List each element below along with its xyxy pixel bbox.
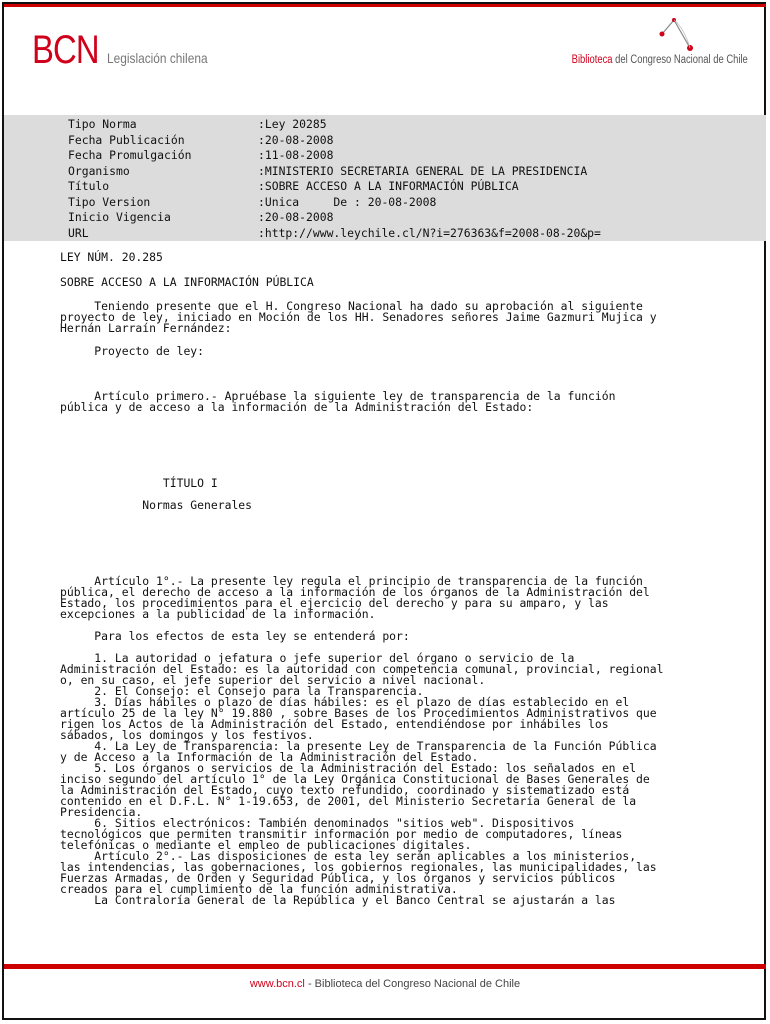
bottom-divider — [4, 964, 766, 969]
law-number: LEY NÚM. 20.285 — [60, 250, 163, 264]
efectos-line: Para los efectos de esta ley se entenderá por: — [60, 629, 410, 643]
definition-line: Administración del Estado: es la autoridad con competencia comunal, provincial, regional — [60, 662, 664, 676]
law-body — [60, 252, 740, 906]
page-footer — [0, 978, 770, 990]
articulo-1-line: Artículo 1°.- La presente ley regula el principio de transparencia de la función — [60, 574, 643, 588]
metadata-row: Inicio Vigencia :20-08-2008 — [68, 210, 334, 224]
metadata-row-url: URL :http://www.leychile.cl/N?i=276363&f=2008-08-20&p= — [68, 225, 601, 240]
metadata-row: Fecha Publicación :20-08-2008 — [68, 132, 334, 147]
definition-line: Presidencia. — [60, 805, 143, 819]
metadata-row: Tipo Norma :Ley 20285 — [68, 117, 327, 131]
top-divider — [4, 4, 766, 7]
definition-line: y de Acceso a la Información de la Administración del Estado. — [60, 750, 479, 764]
titulo-name: Normas Generales — [60, 498, 253, 512]
definition-line: La Contraloría General de la República y el Banco Central se ajustarán a las — [60, 893, 616, 907]
definition-line: 6. Sitios electrónicos: También denominados "sitios web". Dispositivos — [60, 816, 575, 830]
library-mark-icon — [654, 14, 700, 54]
definition-line: rigen los Actos de la Administración del Estado, entendiéndose por inhábiles los — [60, 717, 609, 731]
footer-text: - Biblioteca del Congreso Nacional de Chile — [304, 978, 521, 990]
definition-line: las intendencias, las gobernaciones, los gobiernos regionales, las municipalidades, las — [60, 860, 657, 874]
law-title: SOBRE ACCESO A LA INFORMACIÓN PÚBLICA — [60, 275, 314, 289]
definition-line: 5. Los órganos o servicios de la Administración del Estado: los señalados en el — [60, 761, 637, 775]
titulo-heading: TÍTULO I — [60, 476, 218, 490]
metadata-row: Tipo Version :Unica De : 20-08-2008 — [68, 194, 437, 209]
library-name: Biblioteca del Congreso Nacional de Chile — [571, 54, 748, 66]
bcn-logo-letters: BCN — [32, 28, 99, 72]
definition-line: 2. El Consejo: el Consejo para la Transparencia. — [60, 684, 424, 698]
definition-line: artículo 25 de la ley N° 19.880 , sobre Bases de los Procedimientos Administrativos que — [60, 706, 657, 720]
definition-line: Artículo 2°.- Las disposiciones de esta ley serán aplicables a los ministerios, — [60, 849, 637, 863]
definition-line: o, en su caso, el jefe superior del servicio a nivel nacional. — [60, 673, 486, 687]
bcn-logo[interactable] — [32, 20, 226, 70]
library-logo[interactable] — [548, 14, 748, 70]
definition-line: 4. La Ley de Transparencia: la presente Ley de Transparencia de la Función Pública — [60, 739, 657, 753]
proyecto-line: Proyecto de ley: — [60, 344, 205, 358]
metadata-row: Título :SOBRE ACCESO A LA INFORMACIÓN PÚBLICA — [68, 179, 519, 193]
articulo-primero-line: Artículo primero.- Apruébase la siguiente ley de transparencia de la función — [60, 389, 616, 403]
definition-line: creados para el cumplimiento de la función administrativa. — [60, 882, 458, 896]
articulo-1-line: pública, el derecho de acceso a la información de los órganos de la Administración del — [60, 585, 650, 599]
definition-line: 1. La autoridad o jefatura o jefe superior del órgano o servicio de la — [60, 651, 575, 665]
articulo-1-line: Estado, los procedimientos para el ejercicio del derecho y para su amparo, y las — [60, 596, 609, 610]
definition-line: Fuerzas Armadas, de Orden y Seguridad Pública, y los órganos y servicios públicos — [60, 871, 616, 885]
definition-line: telefónicas o mediante el empleo de publicaciones digitales. — [60, 838, 472, 852]
metadata-table — [68, 117, 601, 241]
articulo-1-line: excepciones a la publicidad de la información. — [60, 607, 376, 621]
preamble-line: Hernán Larraín Fernández: — [60, 321, 232, 335]
definition-line: 3. Días hábiles o plazo de días hábiles: es el plazo de días establecido en el — [60, 695, 630, 709]
bcn-logo-subtitle: Legislación chilena — [107, 50, 209, 66]
preamble-line: proyecto de ley, iniciado en Moción de los HH. Senadores señores Jaime Gazmuri Mujica y — [60, 310, 657, 324]
metadata-row: Fecha Promulgación :11-08-2008 — [68, 148, 334, 162]
definition-line: tecnológicos que permiten transmitir información por medio de computadores, líneas — [60, 827, 623, 841]
footer-url-link[interactable]: www.bcn.cl — [249, 978, 305, 990]
preamble-line: Teniendo presente que el H. Congreso Nacional ha dado su aprobación al siguiente — [60, 299, 643, 313]
law-url-link[interactable]: :http://www.leychile.cl/N?i=276363&f=2008-08-20&p= — [258, 225, 601, 240]
definition-line: contenido en el D.F.L. N° 1-19.653, de 2001, del Ministerio Secretaría General de la — [60, 794, 637, 808]
definition-line: sábados, los domingos y los festivos. — [60, 728, 314, 742]
definition-line: inciso segundo del artículo 1° de la Ley Orgánica Constitucional de Bases Generales de — [60, 772, 650, 786]
articulo-primero-line: pública y de acceso a la información de la Administración del Estado: — [60, 400, 534, 414]
definition-line: la Administración del Estado, cuyo texto refundido, coordinado y sistematizado está — [60, 783, 630, 797]
metadata-row: Organismo :MINISTERIO SECRETARIA GENERAL DE LA PRESIDENCIA — [68, 163, 588, 178]
